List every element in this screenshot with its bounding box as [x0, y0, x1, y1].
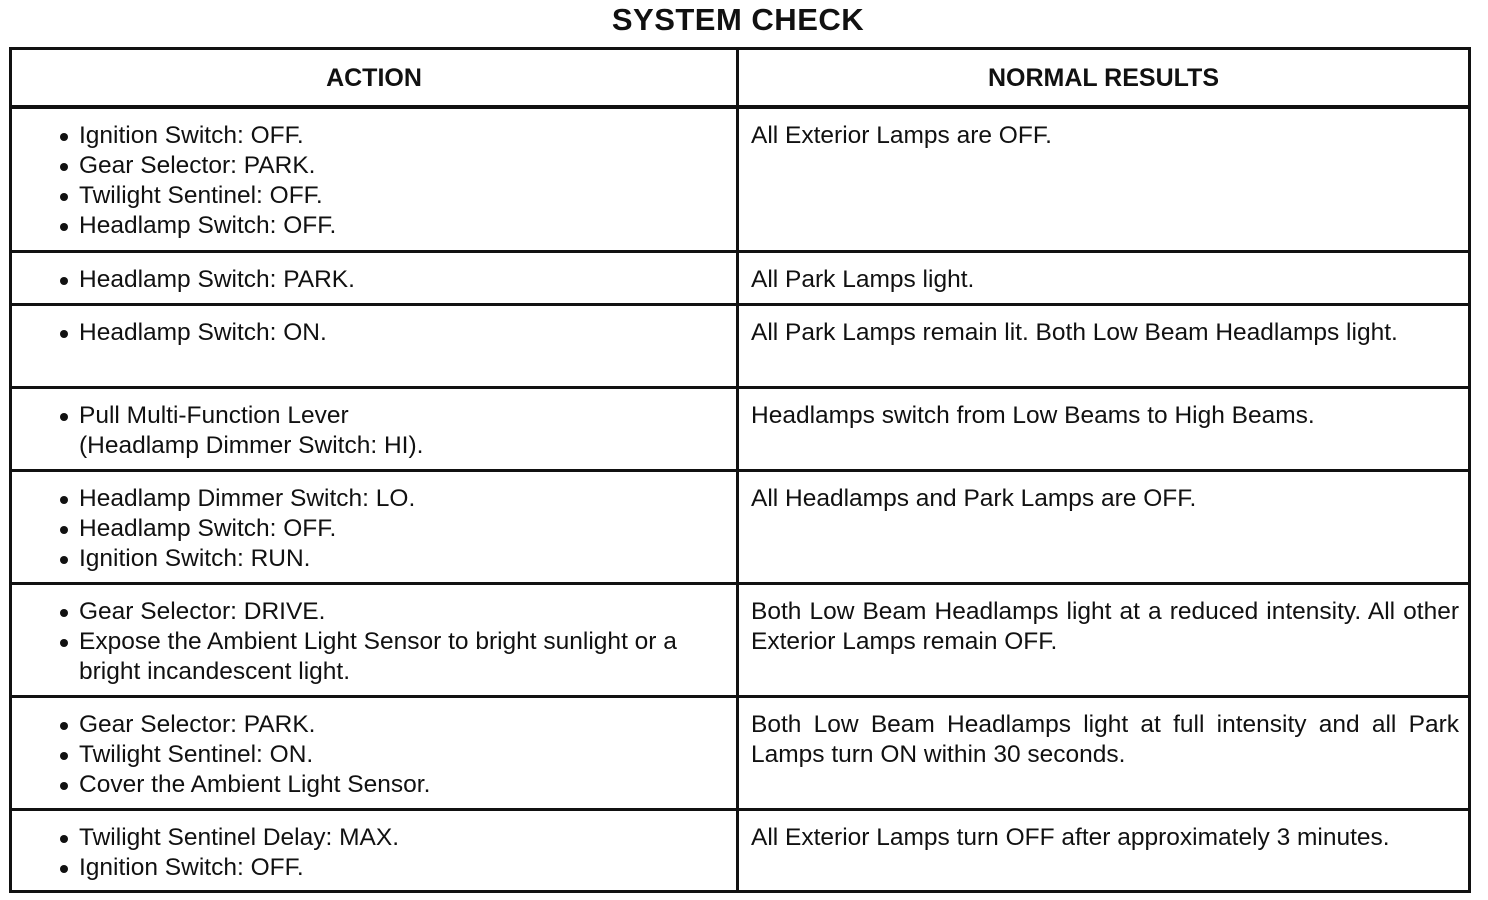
action-item: Cover the Ambient Light Sensor. — [57, 770, 728, 800]
action-item-subtext: (Headlamp Dimmer Switch: HI). — [79, 432, 424, 459]
column-header-normal-results: NORMAL RESULTS — [738, 49, 1470, 107]
system-check-table — [9, 47, 1471, 893]
action-cell — [11, 107, 738, 252]
action-item: Ignition Switch: OFF. — [57, 121, 728, 151]
action-item: Gear Selector: DRIVE. — [57, 597, 728, 627]
action-cell — [11, 388, 738, 471]
action-item: Gear Selector: PARK. — [57, 710, 728, 740]
result-cell: Both Low Beam Headlamps light at a reduced intensity. All other Exterior Lamps remain OFF. — [738, 584, 1470, 697]
action-item: Twilight Sentinel: ON. — [57, 740, 728, 770]
action-cell — [11, 471, 738, 584]
table-row — [11, 388, 1470, 471]
table-row — [11, 584, 1470, 697]
action-cell — [11, 305, 738, 388]
action-item-text: Pull Multi-Function Lever — [79, 402, 349, 429]
column-header-action: ACTION — [11, 49, 738, 107]
action-item: Headlamp Switch: OFF. — [57, 514, 728, 544]
result-cell: All Headlamps and Park Lamps are OFF. — [738, 471, 1470, 584]
result-cell: All Park Lamps light. — [738, 252, 1470, 305]
table-row — [11, 305, 1470, 388]
action-cell — [11, 252, 738, 305]
result-cell: All Park Lamps remain lit. Both Low Beam Headlamps light. — [738, 305, 1470, 388]
page-title: SYSTEM CHECK — [611, 2, 865, 37]
table-row — [11, 107, 1470, 252]
action-cell — [11, 584, 738, 697]
result-cell: Headlamps switch from Low Beams to High Beams. — [738, 388, 1470, 471]
action-item: Headlamp Dimmer Switch: LO. — [57, 484, 728, 514]
action-item: Ignition Switch: RUN. — [57, 544, 728, 574]
table-row — [11, 810, 1470, 892]
action-item: Headlamp Switch: ON. — [57, 318, 728, 348]
action-item: Ignition Switch: OFF. — [57, 853, 728, 883]
action-cell — [11, 810, 738, 892]
action-item: Gear Selector: PARK. — [57, 151, 728, 181]
action-item: Twilight Sentinel Delay: MAX. — [57, 823, 728, 853]
action-item: Expose the Ambient Light Sensor to bright sunlight or a bright incandescent light. — [57, 627, 728, 687]
action-item: Headlamp Switch: PARK. — [57, 265, 728, 295]
action-item: Twilight Sentinel: OFF. — [57, 181, 728, 211]
action-cell — [11, 697, 738, 810]
result-cell: Both Low Beam Headlamps light at full intensity and all Park Lamps turn ON within 30 seconds. — [738, 697, 1470, 810]
table-header-row — [11, 49, 1470, 107]
table-row — [11, 697, 1470, 810]
action-item — [57, 401, 728, 461]
table-row — [11, 252, 1470, 305]
result-cell: All Exterior Lamps turn OFF after approximately 3 minutes. — [738, 810, 1470, 892]
action-item: Headlamp Switch: OFF. — [57, 211, 728, 241]
table-row — [11, 471, 1470, 584]
result-cell: All Exterior Lamps are OFF. — [738, 107, 1470, 252]
